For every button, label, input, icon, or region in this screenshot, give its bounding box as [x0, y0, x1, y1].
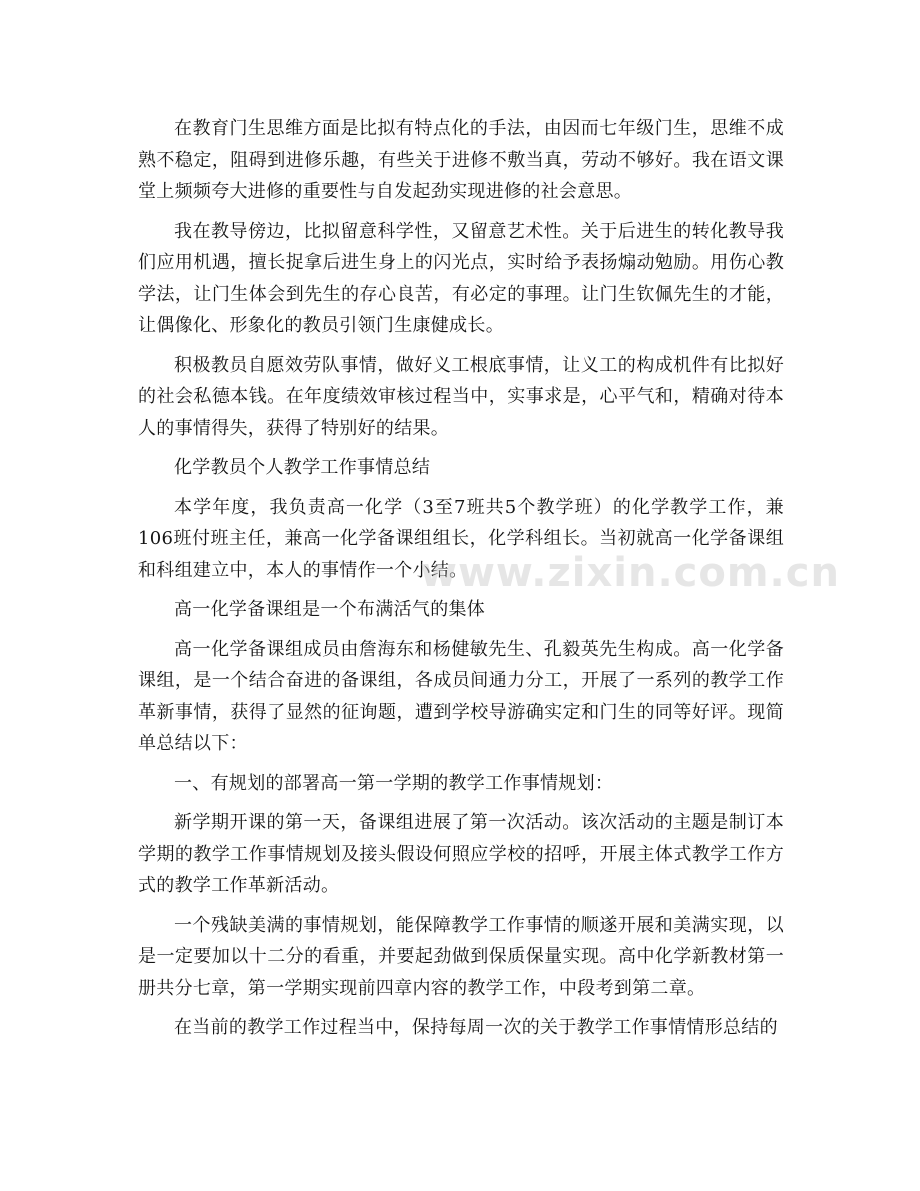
watermark: www.zixin.com.cn	[420, 550, 840, 596]
paragraph-2: 我在教导傍边，比拟留意科学性，又留意艺术性。关于后进生的转化教导我们应用机遇，擅长捉拿后进生身上的闪光点，实时给予表扬煽动勉励。用伤心教学法，让门生体会到先生的存心良苦，有必定的事理。让门生钦佩先生的才能，让偶像化、形象化的教员引领门生康健成长。	[138, 220, 784, 336]
document-body	[138, 113, 784, 1052]
paragraph-3: 积极教员自愿效劳队事情，做好义工根底事情，让义工的构成机件有比拟好的社会私德本钱。在年度绩效审核过程当中，实事求是，心平气和，精确对待本人的事情得失，获得了特别好的结果。	[138, 354, 784, 439]
paragraph-8: 在当前的教学工作过程当中，保持每周一次的关于教学工作事情情形总结的	[174, 1017, 778, 1038]
subsection-title: 高一化学备课组是一个布满活气的集体	[174, 599, 486, 620]
paragraph-6: 新学期开课的第一天，备课组进展了第一次活动。该次活动的主题是制订本学期的教学工作事情规划及接头假设何照应学校的招呼，开展主体式教学工作方式的教学工作革新活动。	[138, 812, 784, 896]
list-heading: 一、有规划的部署高一第一学期的教学工作事情规划：	[174, 772, 614, 794]
paragraph-4: 本学年度，我负责高一化学（3至7班共5个教学班）的化学教学工作，兼106班付班主任，兼高一化学备课组组长，化学科组长。当初就高一化学备课组和科组建立中，本人的事情作一个小结。	[138, 496, 784, 581]
paragraph-1: 在教育门生思维方面是比拟有特点化的手法，由因而七年级门生，思维不成熟不稳定，阻碍到进修乐趣，有些关于进修不敷当真，劳动不够好。我在语文课堂上频频夸大进修的重要性与自发起劲实现进修的社会意思。	[138, 118, 784, 202]
section-title: 化学教员个人教学工作事情总结	[174, 457, 431, 478]
paragraph-5: 高一化学备课组成员由詹海东和杨健敏先生、孔毅英先生构成。高一化学备课组，是一个结合奋进的备课组，各成员间通力分工，开展了一系列的教学工作革新事情，获得了显然的征询题，遭到学校导游确实定和门生的同等好评。现简单总结以下：	[138, 638, 784, 754]
paragraph-7: 一个残缺美满的事情规划，能保障教学工作事情的顺遂开展和美满实现，以是一定要加以十二分的看重，并要起劲做到保质保量实现。高中化学新教材第一册共分七章，第一学期实现前四章内容的教学工作，中段考到第二章。	[138, 914, 784, 999]
